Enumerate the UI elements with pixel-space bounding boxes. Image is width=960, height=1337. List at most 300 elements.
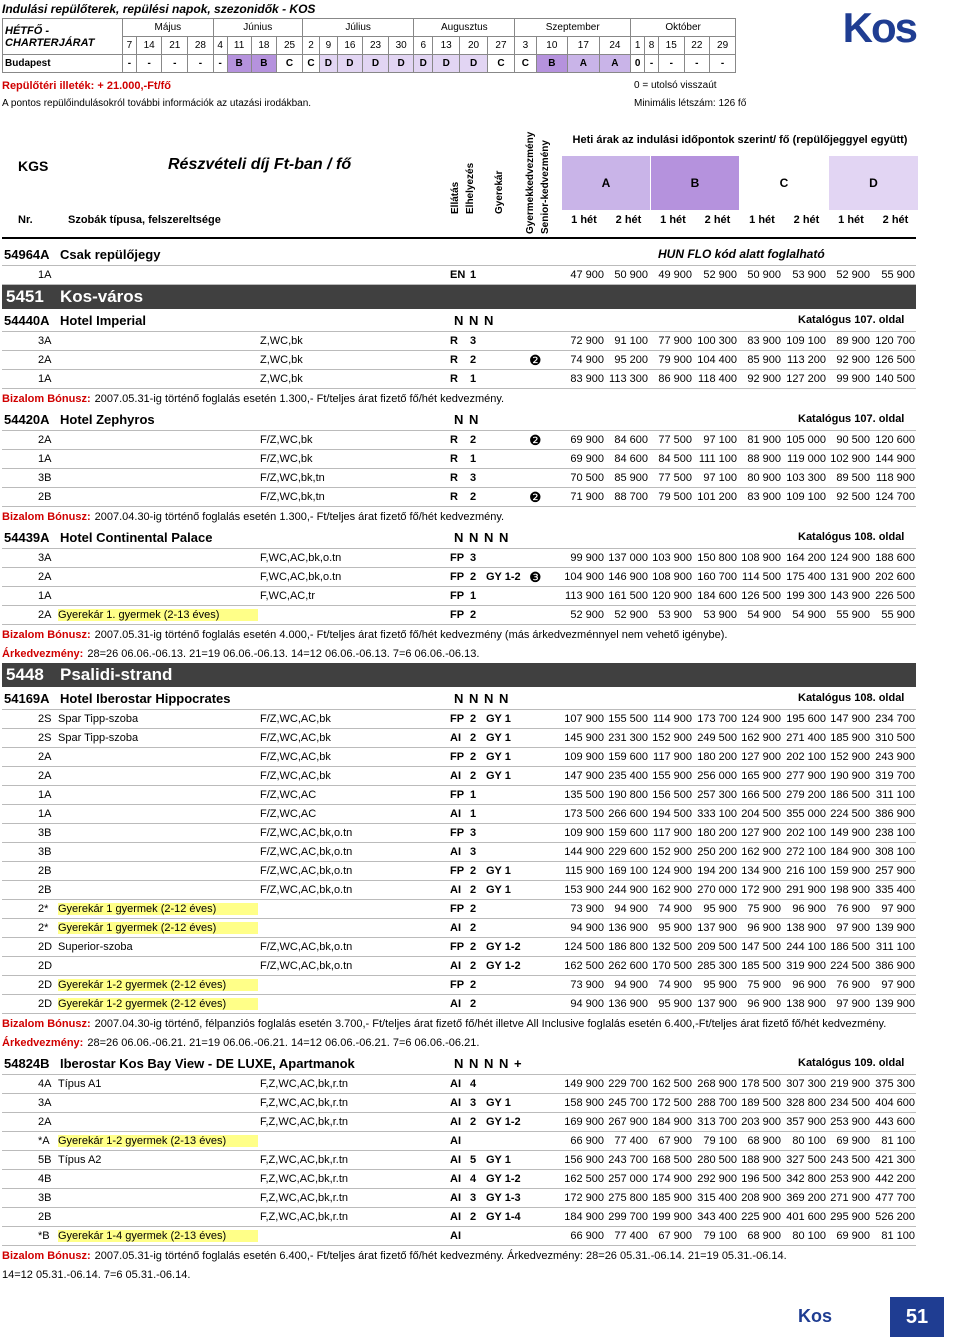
price-cell: 104 900 [564,571,604,583]
board-code: FP [450,827,465,839]
price-cell: 158 900 [564,1097,604,1109]
price-cell: 105 000 [786,434,826,446]
price-cell: 52 900 [703,269,737,281]
price-cell: 79 900 [658,354,692,366]
price-cell: 152 900 [830,751,870,763]
beds: 2 [470,609,477,621]
room-code: 3A [38,552,52,564]
price-cell: 54 900 [747,609,781,621]
price-cell: 146 900 [608,571,648,583]
price-cell: 307 300 [786,1078,826,1090]
bonus-label: Bizalom Bónusz: [2,510,91,523]
day-cell: 18 [251,37,277,55]
price-cell: 169 100 [608,865,648,877]
board-code: AI [450,1097,461,1109]
room-code: 3B [38,827,52,839]
price-cell: 85 900 [747,354,781,366]
prices-header [562,128,918,238]
month-cell: Szeptember [515,19,631,37]
child-price: GY 1-2 [486,1173,521,1185]
price-cell: 162 900 [652,884,692,896]
price-cell: 47 900 [570,269,604,281]
week-label: 2 hét [704,214,731,226]
table-row [2,431,916,450]
table-row [2,900,916,919]
price-cell: 180 200 [697,751,737,763]
room-equipment: F/Z,WC,AC,bk [260,770,331,782]
flight-note: HUN FLO kód alatt foglalható [658,247,825,261]
room-code: 1A [38,590,52,602]
nr-label: Nr. [18,214,33,226]
table-row [2,1075,916,1094]
price-cell: 95 200 [614,354,648,366]
price-cell: 184 900 [652,1116,692,1128]
day-cell: 3 [515,37,536,55]
price-cell: 150 800 [697,552,737,564]
price-cell: 165 900 [741,770,781,782]
price-cell: 244 100 [786,941,826,953]
board-code: AI [450,808,461,820]
day-cell: 17 [568,37,600,55]
price-cell: 94 900 [570,998,604,1010]
period-cell: B [251,55,277,73]
price-cell: 250 200 [697,846,737,858]
period-cell: D [460,55,487,73]
price-cell: 147 900 [564,770,604,782]
weeks-row [562,214,918,232]
child-price-header: Gyerekár [494,170,505,214]
price-cell: 66 900 [570,1135,604,1147]
room-code: 1A [38,373,52,385]
bonus-text: 2007.04.30-ig történő, félpanziós foglalás esetén 3.700,- Ft/teljes árat fizető fő/hét illetve All Inclusive foglalás esetén 6.400,-Ft/teljes árat fizető fő/hét kedvezmény. [94,1017,887,1030]
day-cell: 7 [123,37,137,55]
catalog-ref: Katalógus 108. oldal [798,692,905,704]
price-cell: 67 900 [658,1230,692,1242]
price-cell: 184 900 [564,1211,604,1223]
room-equipment: F/Z,WC,bk [260,434,313,446]
price-cell: 80 900 [747,472,781,484]
price-cell: 311 100 [876,941,915,953]
table-row [2,748,916,767]
price-cell: 275 800 [608,1192,648,1204]
room-code: 2* [38,903,49,915]
period-cell: D [320,55,337,73]
period-D-header: D [829,156,918,210]
price-cell: 109 900 [564,751,604,763]
hotel-header [2,1052,916,1075]
period-cell: C [487,55,514,73]
page-number: 51 [890,1297,944,1337]
price-cell: 333 100 [697,808,737,820]
price-cell: 67 900 [658,1135,692,1147]
price-cell: 225 900 [741,1211,781,1223]
room-code: *A [38,1135,50,1147]
child-discount-header: Gyermekkedvezmény [525,131,536,234]
period-cell: D [388,55,414,73]
price-cell: 92 500 [836,491,870,503]
price-cell: 127 200 [786,373,826,385]
board-code: AI [450,770,461,782]
child-price: GY 1 [486,1097,511,1109]
board-code: FP [450,865,465,877]
child-price: GY 1 [486,770,511,782]
price-cell: 184 900 [830,846,870,858]
price-cell: 95 900 [703,903,737,915]
price-cell: 97 900 [881,979,915,991]
bonus-note [2,1265,916,1284]
price-cell: 249 500 [697,732,737,744]
room-code: 1A [38,269,52,281]
period-cell: A [568,55,600,73]
price-cell: 97 900 [881,903,915,915]
day-cell: 10 [536,37,568,55]
board-code: AI [450,998,461,1010]
day-cell: 15 [658,37,684,55]
price-cell: 124 700 [875,491,915,503]
child-price: GY 1-4 [486,1211,521,1223]
price-cell: 88 700 [614,491,648,503]
room-code: 2D [38,979,53,991]
price-cell: 229 600 [608,846,648,858]
price-cell: 172 900 [741,884,781,896]
price-cell: 189 500 [741,1097,781,1109]
price-cell: 84 600 [614,453,648,465]
day-cell: 2 [302,37,319,55]
price-cell: 162 500 [564,1173,604,1185]
price-cell: 120 700 [875,335,915,347]
price-cell: 155 900 [652,770,692,782]
board-code: R [450,434,458,446]
beds: 2 [470,751,477,763]
hotel-code: 54440A [4,312,50,328]
room-equipment: F/Z,WC,AC,bk,o.tn [260,846,353,858]
airport-fee: Repülőtéri illeték: + 21.000,-Ft/fő [2,80,172,92]
price-cell: 160 700 [697,571,737,583]
hotel-name: Hotel Imperial [60,312,146,328]
destination-title: Kos [842,4,916,51]
board-code: EN [450,269,466,281]
price-cell: 136 900 [608,998,648,1010]
price-cell: 243 500 [830,1154,870,1166]
day-cell: 16 [337,37,363,55]
price-cell: 97 900 [836,922,870,934]
price-cell: 89 500 [836,472,870,484]
board-code: AI [450,922,461,934]
price-cell: 272 100 [786,846,826,858]
room-code: 4A [38,1078,52,1090]
table-row [2,266,916,285]
table-row [2,568,916,587]
price-cell: 71 900 [570,491,604,503]
bonus-label: Bizalom Bónusz: [2,1017,91,1030]
price-cell: 180 200 [697,827,737,839]
price-cell: 97 900 [836,998,870,1010]
table-row [2,957,916,976]
room-code: 2B [38,865,52,877]
price-cell: 257 000 [608,1173,648,1185]
price-cell: 194 200 [697,865,737,877]
bonus-text: 2007.05.31-ig történő foglalás esetén 4.000,- Ft/teljes árat fizető fő/hét kedvezmény (más árkedvezménnyel nem vehető igénybe). [94,628,728,641]
board-code: AI [450,1211,461,1223]
bonus-note [2,1014,916,1033]
beds: 1 [470,453,477,465]
price-cell: 186 500 [830,941,870,953]
child-price: GY 1 [486,732,511,744]
board-code: FP [450,590,465,602]
price-cell: 208 900 [741,1192,781,1204]
price-cell: 299 700 [608,1211,648,1223]
price-cell: 95 900 [658,922,692,934]
price-title: Részvételi díj Ft-ban / fő [168,156,352,173]
price-cell: 92 900 [836,354,870,366]
week-label: 1 hét [749,214,775,226]
board-code: R [450,453,458,465]
board-code: R [450,373,458,385]
price-cell: 137 900 [697,922,737,934]
hotel-stars: N N [454,411,480,427]
child-price: GY 1 [486,1154,511,1166]
price-cell: 96 900 [747,922,781,934]
price-cell: 164 200 [786,552,826,564]
price-cell: 95 900 [658,998,692,1010]
price-cell: 202 100 [786,827,826,839]
beds: 2 [470,354,477,366]
table-row [2,1151,916,1170]
room-code: 3B [38,472,52,484]
price-cell: 310 500 [875,732,915,744]
price-cell: 144 900 [875,453,915,465]
period-cell: B [536,55,568,73]
price-cell: 124 500 [564,941,604,953]
table-row [2,995,916,1014]
price-cell: 102 900 [830,453,870,465]
hotel-stars: N N N N [454,529,510,545]
hotel-stars: N N N [454,312,495,328]
price-cell: 113 300 [609,373,648,385]
price-cell: 231 300 [608,732,648,744]
table-row [2,587,916,606]
price-cell: 66 900 [570,1230,604,1242]
beds: 2 [470,903,477,915]
price-cell: 443 600 [875,1116,915,1128]
day-cell: 9 [320,37,337,55]
beds: 2 [470,491,477,503]
day-cell: 8 [645,37,659,55]
price-cell: 124 900 [741,713,781,725]
price-cell: 50 900 [747,269,781,281]
price-cell: 81 900 [747,434,781,446]
day-cell: 28 [188,37,214,55]
room-code: 3A [38,1097,52,1109]
month-cell: Augusztus [414,19,515,37]
price-cell: 77 400 [614,1135,648,1147]
period-cell: - [684,55,710,73]
price-cell: 134 900 [741,865,781,877]
price-cell: 68 900 [747,1135,781,1147]
board-code: AI [450,1154,461,1166]
hotel-stars: N N N N + [454,1055,523,1071]
price-cell: 404 600 [875,1097,915,1109]
price-cell: 77 500 [658,472,692,484]
room-desc: Gyerekár 1-4 gyermek (2-13 éves) [58,1230,258,1242]
table-row [2,469,916,488]
board-code: FP [450,903,465,915]
price-cell: 88 900 [747,453,781,465]
price-cell: 100 300 [697,335,737,347]
day-cell: 25 [277,37,303,55]
room-desc: Superior-szoba [58,941,133,953]
month-cell: Május [123,19,214,37]
price-cell: 159 600 [608,751,648,763]
price-cell: 139 900 [875,922,915,934]
room-code: 2B [38,1211,52,1223]
room-equipment: F,Z,WC,AC,bk,r.tn [260,1154,349,1166]
hotel-stars: N N N N [454,690,510,706]
room-code: 2A [38,434,52,446]
room-code: 1A [38,789,52,801]
hotel-code: 54824B [4,1055,50,1071]
room-desc: Típus A1 [58,1078,102,1090]
price-cell: 76 900 [836,903,870,915]
price-cell: 74 900 [570,354,604,366]
room-equipment: F/Z,WC,AC,bk [260,732,331,744]
price-cell: 97 100 [703,434,737,446]
table-row [2,549,916,568]
hotel-code: 54964A [4,246,50,262]
price-cell: 198 900 [830,884,870,896]
room-code: 2D [38,960,53,972]
price-cell: 185 900 [830,732,870,744]
price-cell: 234 500 [830,1097,870,1109]
price-cell: 127 900 [741,751,781,763]
schedule-table [2,18,736,73]
week-label: 1 hét [571,214,597,226]
price-cell: 69 900 [570,453,604,465]
price-cell: 386 900 [875,808,915,820]
room-equipment: Z,WC,bk [260,373,303,385]
bonus-label: Árkedvezmény: [2,1036,84,1049]
price-cell: 74 900 [658,979,692,991]
price-cell: 219 900 [830,1078,870,1090]
day-cell: 14 [136,37,162,55]
table-row [2,710,916,729]
price-cell: 204 500 [741,808,781,820]
board-code: R [450,335,458,347]
room-desc: Gyerekár 1. gyermek (2-13 éves) [58,609,258,621]
hotel-code: 54420A [4,411,50,427]
price-cell: 131 900 [830,571,870,583]
price-cell: 267 900 [608,1116,648,1128]
hotel-name: Hotel Continental Palace [60,529,213,545]
price-cell: 166 500 [741,789,781,801]
hotel-name: Iberostar Kos Bay View - DE LUXE, Apartmanok [60,1055,355,1071]
price-cell: 195 600 [786,713,826,725]
senior-discount-header: Senior-kedvezmény [540,140,551,234]
room-equipment: F/Z,WC,bk [260,453,313,465]
table-row [2,938,916,957]
price-cell: 76 900 [836,979,870,991]
room-code: 3B [38,1192,52,1204]
price-cell: 173 700 [697,713,737,725]
price-cell: 291 900 [786,884,826,896]
beds: 2 [470,732,477,744]
price-cell: 235 400 [608,770,648,782]
price-cell: 117 900 [653,751,692,763]
bonus-text: 2007.04.30-ig történő foglalás esetén 1.300,- Ft/teljes árat fizető fő/hét kedvezmény. [94,510,505,523]
price-cell: 147 500 [741,941,781,953]
room-code: 2D [38,998,53,1010]
period-cell: D [337,55,363,73]
day-cell: 1 [631,37,645,55]
beds: 4 [470,1173,477,1185]
price-cell: 162 900 [741,846,781,858]
room-equipment: F/Z,WC,AC,bk,o.tn [260,941,353,953]
prices-title: Heti árak az indulási időpontok szerint/ fő (repülőjeggyel együtt) [572,134,908,146]
bonus-text: 2007.05.31-ig történő foglalás esetén 1.300,- Ft/teljes árat fizető fő/hét kedvezmény. [94,392,505,405]
price-cell: 137 900 [697,998,737,1010]
price-cell: 311 100 [876,789,915,801]
board-header: Ellátás [450,181,461,214]
room-equipment: F/Z,WC,AC,bk,o.tn [260,827,353,839]
price-cell: 118 400 [698,373,737,385]
price-cell: 99 900 [570,552,604,564]
price-cell: 253 900 [830,1116,870,1128]
price-cell: 109 100 [786,335,826,347]
price-cell: 91 100 [614,335,648,347]
price-cell: 152 900 [652,846,692,858]
price-cell: 343 400 [697,1211,737,1223]
board-code: R [450,472,458,484]
period-cell: - [213,55,227,73]
price-cell: 386 900 [875,960,915,972]
hotel-name: Csak repülőjegy [60,246,161,262]
bonus-label: Bizalom Bónusz: [2,1249,91,1262]
kgs-label: KGS [18,158,49,174]
hotel-code: 54169A [4,690,50,706]
room-code: *B [38,1230,50,1242]
room-desc: Gyerekár 1-2 gyermek (2-13 éves) [58,1135,258,1147]
child-price: GY 1 [486,713,511,725]
room-equipment: F,Z,WC,AC,bk,r.tn [260,1173,349,1185]
beds: 3 [470,827,477,839]
room-code: 5B [38,1154,52,1166]
price-cell: 75 900 [747,979,781,991]
beds: 1 [470,590,477,602]
room-equipment: F/Z,WC,AC [260,808,317,820]
price-cell: 199 300 [786,590,826,602]
price-cell: 140 500 [875,373,915,385]
price-cell: 313 700 [697,1116,737,1128]
price-cell: 421 300 [875,1154,915,1166]
price-cell: 477 700 [875,1192,915,1204]
period-cell: C [515,55,536,73]
price-cell: 186 500 [830,789,870,801]
hotel-header [2,526,916,549]
table-row [2,862,916,881]
price-cell: 288 700 [697,1097,737,1109]
room-equipment: F/Z,WC,AC,bk [260,713,331,725]
room-code: 2A [38,609,52,621]
board-code: FP [450,609,465,621]
price-cell: 202 100 [786,751,826,763]
price-cell: 229 700 [608,1078,648,1090]
board-code: AI [450,846,461,858]
price-cell: 52 900 [614,609,648,621]
city-label: Budapest [3,55,123,73]
price-cell: 84 500 [658,453,692,465]
price-cell: 74 900 [658,903,692,915]
discount-marker: ❸ [529,568,542,585]
